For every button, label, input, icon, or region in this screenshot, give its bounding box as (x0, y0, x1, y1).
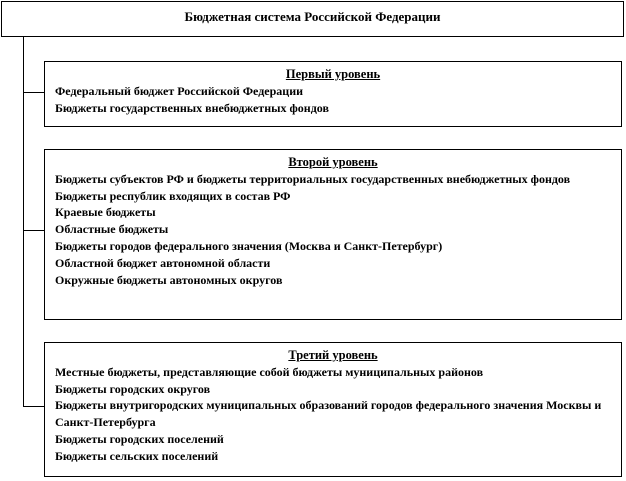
level-3-item: Бюджеты городских округов (55, 381, 211, 396)
connector-level-3 (23, 406, 44, 407)
level-3-item: Бюджеты внутригородских муниципальных образований городов федерального значения Москвы и Санкт-Петербурга (55, 398, 602, 430)
level-2-item: Окружные бюджеты автономных округов (55, 272, 283, 287)
level-2-item: Бюджеты республик входящих в состав РФ (55, 188, 291, 203)
level-2-item: Бюджеты субъектов РФ и бюджеты территориальных государственных внебюджетных фондов (55, 171, 571, 186)
level-3-item: Бюджеты городских поселений (55, 431, 224, 446)
level-3-box (44, 342, 622, 477)
level-3-item: Бюджеты сельских поселений (55, 448, 219, 463)
level-2-item: Краевые бюджеты (55, 205, 156, 220)
diagram-title: Бюджетная система Российской Федерации (184, 9, 441, 24)
level-2-item: Областной бюджет автономной области (55, 255, 271, 270)
level-3-title: Третий уровень (288, 348, 378, 362)
level-2-box (44, 149, 622, 320)
level-1-title: Первый уровень (285, 67, 381, 81)
level-2-title: Второй уровень (288, 155, 378, 169)
level-3-item: Местные бюджеты, представляющие собой бюджеты муниципальных районов (55, 364, 484, 379)
level-1-box (44, 61, 622, 127)
level-2-item: Бюджеты городов федерального значения (Москва и Санкт-Петербург) (55, 238, 443, 253)
level-1-item: Бюджеты государственных внебюджетных фондов (55, 100, 329, 115)
level-1-item: Федеральный бюджет Российской Федерации (55, 83, 304, 98)
connector-level-1 (23, 92, 44, 93)
budget-system-title-box (1, 1, 624, 37)
connector-level-2 (23, 230, 44, 231)
level-2-item: Областные бюджеты (55, 222, 169, 237)
